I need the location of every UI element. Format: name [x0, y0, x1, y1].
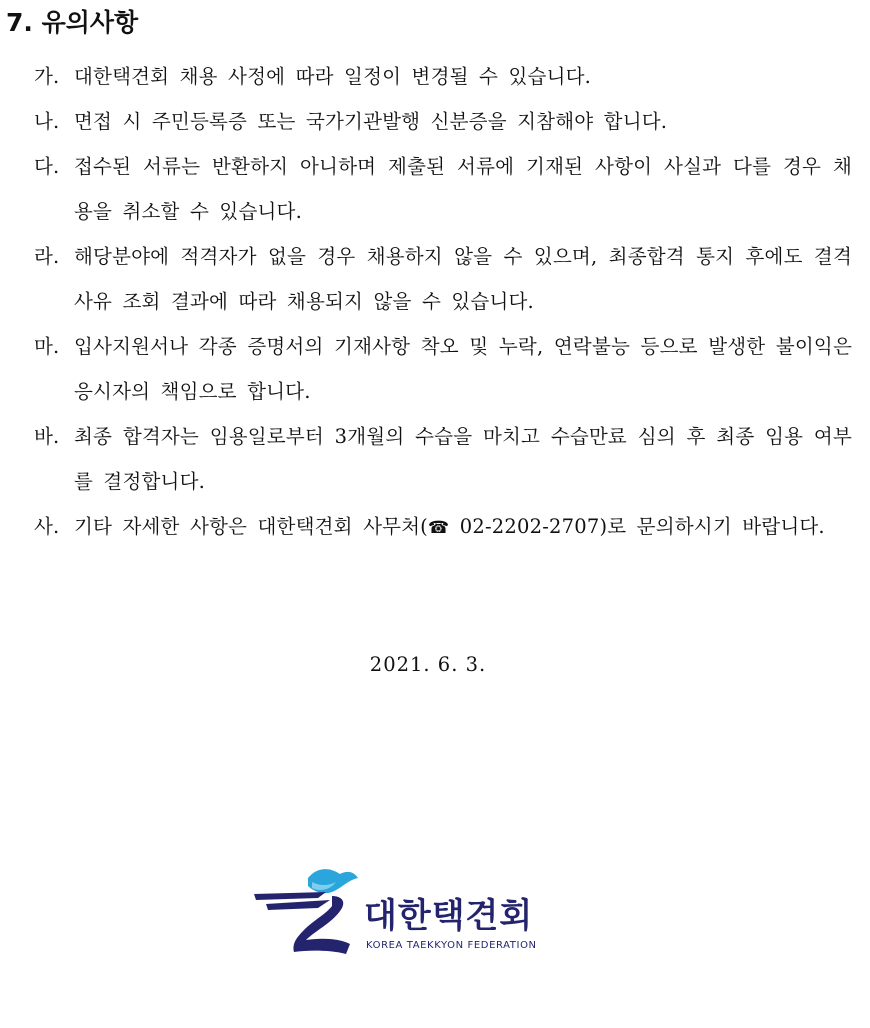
notice-text: 대한택견회 채용 사정에 따라 일정이 변경될 수 있습니다. — [74, 65, 592, 88]
notice-text: 면접 시 주민등록증 또는 국가기관발행 신분증을 지참해야 합니다. — [74, 110, 668, 133]
notice-text: 해당분야에 적격자가 없을 경우 채용하지 않을 수 있으며, 최종합격 통지 후에도 결격사유 조회 결과에 따라 채용되지 않을 수 있습니다. — [74, 245, 852, 313]
notice-marker: 바. — [34, 425, 60, 448]
notice-marker: 다. — [34, 155, 60, 178]
notice-item — [34, 234, 852, 324]
notice-marker: 마. — [34, 335, 60, 358]
notice-text: 최종 합격자는 임용일로부터 3개월의 수습을 마치고 수습만료 심의 후 최종 임용 여부를 결정합니다. — [74, 425, 852, 493]
notice-item — [34, 324, 852, 414]
document-date: 2021. 6. 3. — [369, 653, 487, 676]
contact-phone-number: 02-2202-2707 — [449, 515, 600, 538]
notice-text: 입사지원서나 각종 증명서의 기재사항 착오 및 누락, 연락불능 등으로 발생한 불이익은 응시자의 책임으로 합니다. — [74, 335, 852, 403]
notice-marker: 나. — [34, 110, 60, 133]
contact-text-after: )로 문의하시기 바랍니다. — [599, 515, 825, 538]
notice-item — [34, 54, 852, 99]
taekkyon-emblem-icon — [248, 860, 368, 960]
notice-text — [74, 504, 852, 551]
notice-item — [34, 414, 852, 504]
notice-item-contact — [34, 504, 852, 551]
notice-marker: 가. — [34, 65, 60, 88]
contact-text-before: 기타 자세한 사항은 대한택견회 사무처( — [74, 515, 428, 538]
logo-english-name: KOREA TAEKKYON FEDERATION — [366, 940, 537, 951]
notice-list — [34, 54, 852, 551]
notice-text: 접수된 서류는 반환하지 아니하며 제출된 서류에 기재된 사항이 사실과 다를 경우 채용을 취소할 수 있습니다. — [74, 155, 852, 223]
logo-korean-name: 대한택견회 — [364, 896, 534, 936]
telephone-icon: ☎ — [428, 518, 450, 538]
section-title: 7. 유의사항 — [6, 8, 139, 37]
notice-item — [34, 144, 852, 234]
notice-marker: 라. — [34, 245, 60, 268]
notice-item — [34, 99, 852, 144]
organization-logo — [248, 860, 548, 960]
notice-marker: 사. — [34, 515, 60, 538]
